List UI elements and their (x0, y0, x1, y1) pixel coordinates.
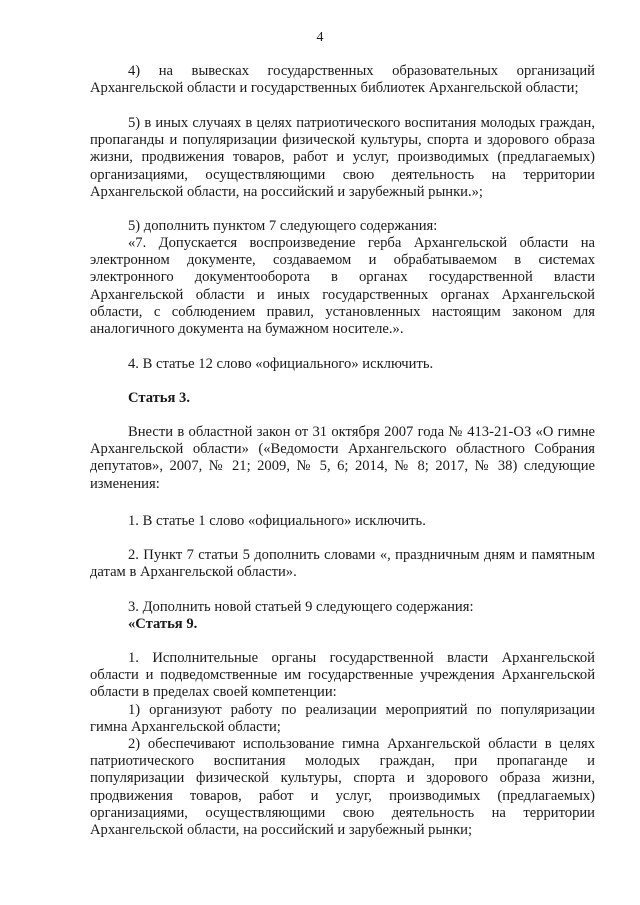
paragraph: Внести в областной закон от 31 октября 2007 года № 413-21-ОЗ «О гимне Архангельской области» («Ведомости Архангельского областного Собрания депутатов», 2007, № 21; 2009, № 5, 6; 2014, № 8; 2017, № 38) следующие изменения: (90, 424, 595, 492)
paragraph: 1. В статье 1 слово «официального» исключить. (128, 513, 426, 529)
paragraph: «7. Допускается воспроизведение герба Архангельской области на электронном документе, создаваемом и обрабатываемом в системах электронного документооборота в органах государственной власти Архангельской области и иных государственных органах Архангельской области, с соблюдением правил, установленных настоящим законом для аналогичного документа на бумажном носителе.». (90, 235, 595, 338)
paragraph: 4. В статье 12 слово «официального» исключить. (128, 356, 434, 372)
article-3-heading: Статья 3. (128, 390, 190, 406)
paragraph: 3. Дополнить новой статьей 9 следующего содержания: (128, 599, 474, 615)
article-9-heading: «Статья 9. (128, 616, 198, 632)
paragraph: 2. Пункт 7 статьи 5 дополнить словами «, праздничным дням и памятным датам в Архангельской области». (90, 547, 595, 581)
paragraph: 4) на вывесках государственных образовательных организаций Архангельской области и государственных библиотек Архангельской области; (90, 63, 595, 97)
page-number: 4 (316, 30, 324, 45)
paragraph: 1) организуют работу по реализации мероприятий по популяризации гимна Архангельской области; (90, 702, 595, 736)
paragraph: 1. Исполнительные органы государственной власти Архангельской области и подведомственные им государственные учреждения Архангельской области в пределах своей компетенции: (90, 650, 595, 701)
paragraph: 5) дополнить пунктом 7 следующего содержания: (128, 218, 438, 234)
paragraph: 5) в иных случаях в целях патриотического воспитания молодых граждан, пропаганды и популяризации физической культуры, спорта и здорового образа жизни, продвижения товаров, работ и услуг, производимых (предлагаемых) организациями, осуществляющими свою деятельность на территории Архангельской области, на российский и зарубежный рынки.»; (90, 115, 595, 200)
paragraph: 2) обеспечивают использование гимна Архангельской области в целях патриотического воспитания молодых граждан, при пропаганде и популяризации физической культуры, спорта и здорового образа жизни, продвижения товаров, работ и услуг, производимых (предлагаемых) организациями, осуществляющими свою деятельность на территории Архангельской области, на российский и зарубежный рынки; (90, 736, 595, 839)
